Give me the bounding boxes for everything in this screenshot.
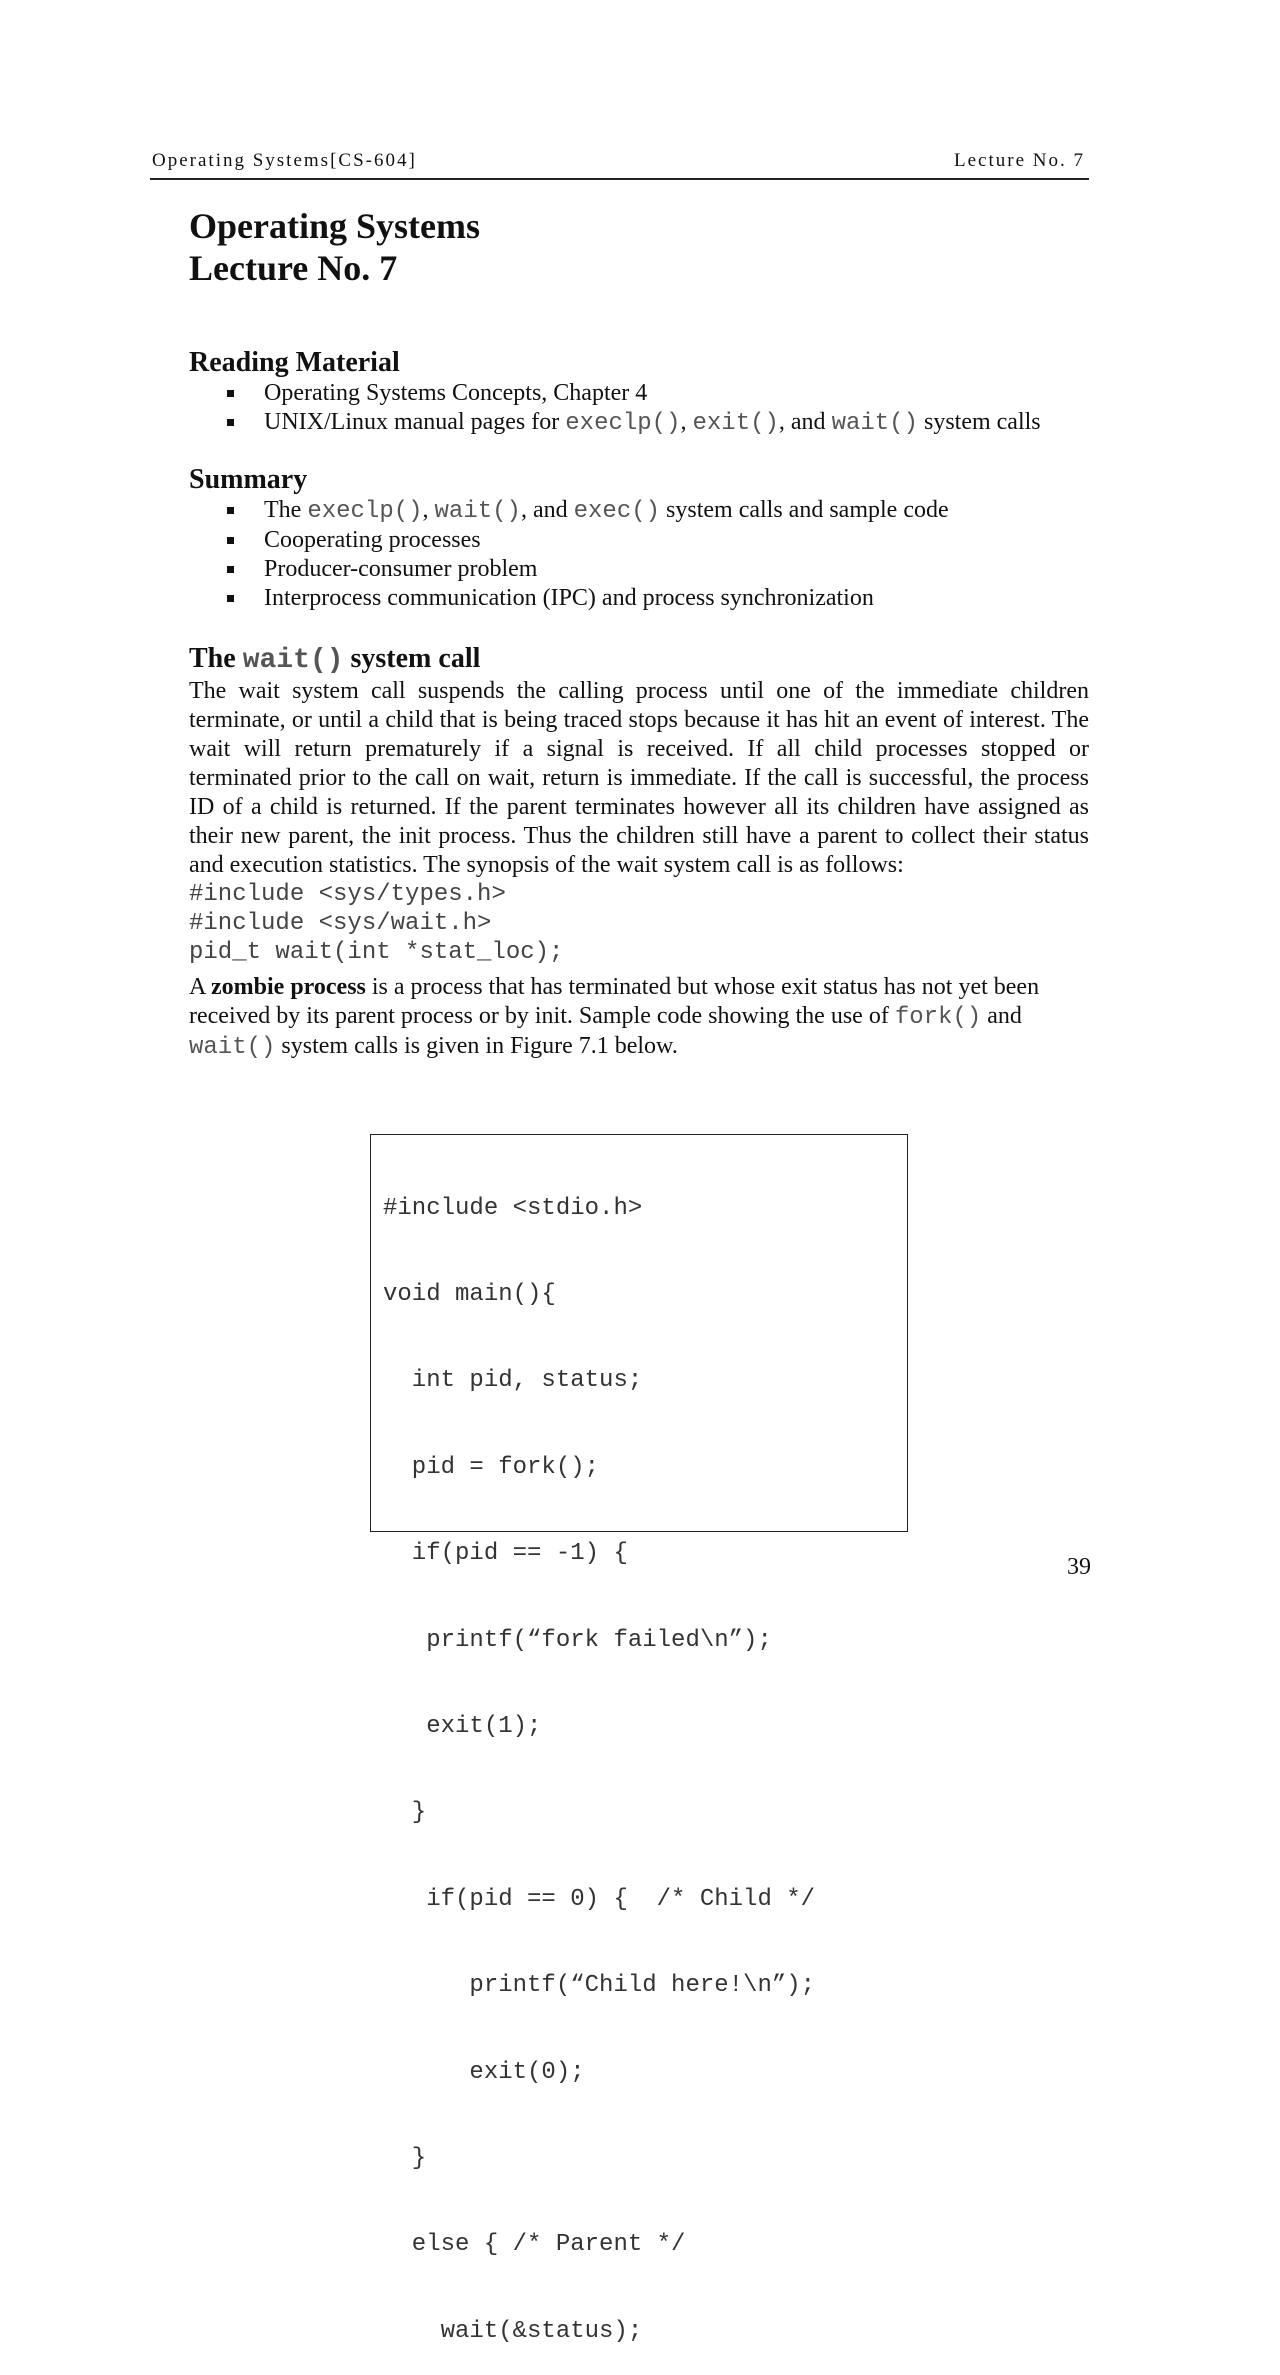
wait-description-paragraph: The wait system call suspends the calling process until one of the immediate children terminate, or until a child that is being traced stops because it has hit an event of interest. The wait will return prematurely if a signal is received. If all child processes stopped or terminated prior to the call on wait, return is immediate. If the call is successful, the process ID of a child is returned. If the parent terminates however all its children have assigned as their new parent, the init process. Thus the children still have a parent to collect their status and execution statistics. The synopsis of the wait system call is as follows: bbox=[189, 678, 1089, 878]
zombie-process-term: zombie process bbox=[211, 974, 366, 1000]
summary-heading: Summary bbox=[189, 464, 308, 495]
document-title bbox=[189, 205, 1089, 289]
code-line: } bbox=[383, 2144, 427, 2172]
figure-7-1-code-box bbox=[370, 1134, 908, 2345]
code-line: printf(“fork failed\n”); bbox=[383, 1626, 772, 1654]
code-line: int pid, status; bbox=[383, 1367, 643, 1395]
list-item: Producer-consumer problem bbox=[189, 555, 1089, 584]
code-line: if(pid == 0) { /* Child */ bbox=[383, 1885, 816, 1913]
reading-material-heading: Reading Material bbox=[189, 347, 400, 378]
running-header bbox=[150, 150, 1089, 180]
list-item: The execlp(), wait(), and exec() system calls and sample code bbox=[189, 496, 1089, 526]
code-line: printf(“Child here!\n”); bbox=[383, 1972, 816, 2000]
page-number: 39 bbox=[1067, 1554, 1091, 1580]
title-line-2: Lecture No. 7 bbox=[189, 248, 398, 288]
page-content bbox=[189, 205, 1089, 1062]
list-item: UNIX/Linux manual pages for execlp(), exit(), and wait() system calls bbox=[189, 408, 1089, 438]
code-line: #include <sys/wait.h> bbox=[189, 910, 492, 937]
code-line: pid_t wait(int *stat_loc); bbox=[189, 939, 564, 966]
code-line: exit(0); bbox=[383, 2058, 585, 2086]
zombie-process-paragraph: A zombie process is a process that has terminated but whose exit status has not yet been received by its parent process or by init. Sample code showing the use of fork() and wait() system calls is given in Figure 7.1 below. bbox=[189, 974, 1040, 1061]
code-line: else { /* Parent */ bbox=[383, 2231, 686, 2259]
code-line: exit(1); bbox=[383, 1712, 542, 1740]
wait-synopsis-code bbox=[189, 880, 1089, 967]
header-lecture-number: Lecture No. 7 bbox=[954, 150, 1085, 171]
list-item: Cooperating processes bbox=[189, 526, 1089, 555]
code-line: void main(){ bbox=[383, 1280, 556, 1308]
code-line: if(pid == -1) { bbox=[383, 1540, 628, 1568]
code-line: pid = fork(); bbox=[383, 1453, 600, 1481]
list-item: Interprocess communication (IPC) and process synchronization bbox=[189, 584, 1089, 613]
reading-material-list bbox=[189, 379, 1089, 438]
code-line: wait(&status); bbox=[383, 2317, 643, 2345]
code-line: #include <stdio.h> bbox=[383, 1194, 643, 1222]
list-item: Operating Systems Concepts, Chapter 4 bbox=[189, 379, 1089, 408]
code-line: } bbox=[383, 1799, 427, 1827]
code-line: #include <sys/types.h> bbox=[189, 881, 506, 908]
summary-list bbox=[189, 496, 1089, 613]
header-course-title: Operating Systems[CS-604] bbox=[152, 150, 417, 171]
wait-system-call-heading: The wait() system call bbox=[189, 643, 481, 676]
title-line-1: Operating Systems bbox=[189, 206, 480, 246]
